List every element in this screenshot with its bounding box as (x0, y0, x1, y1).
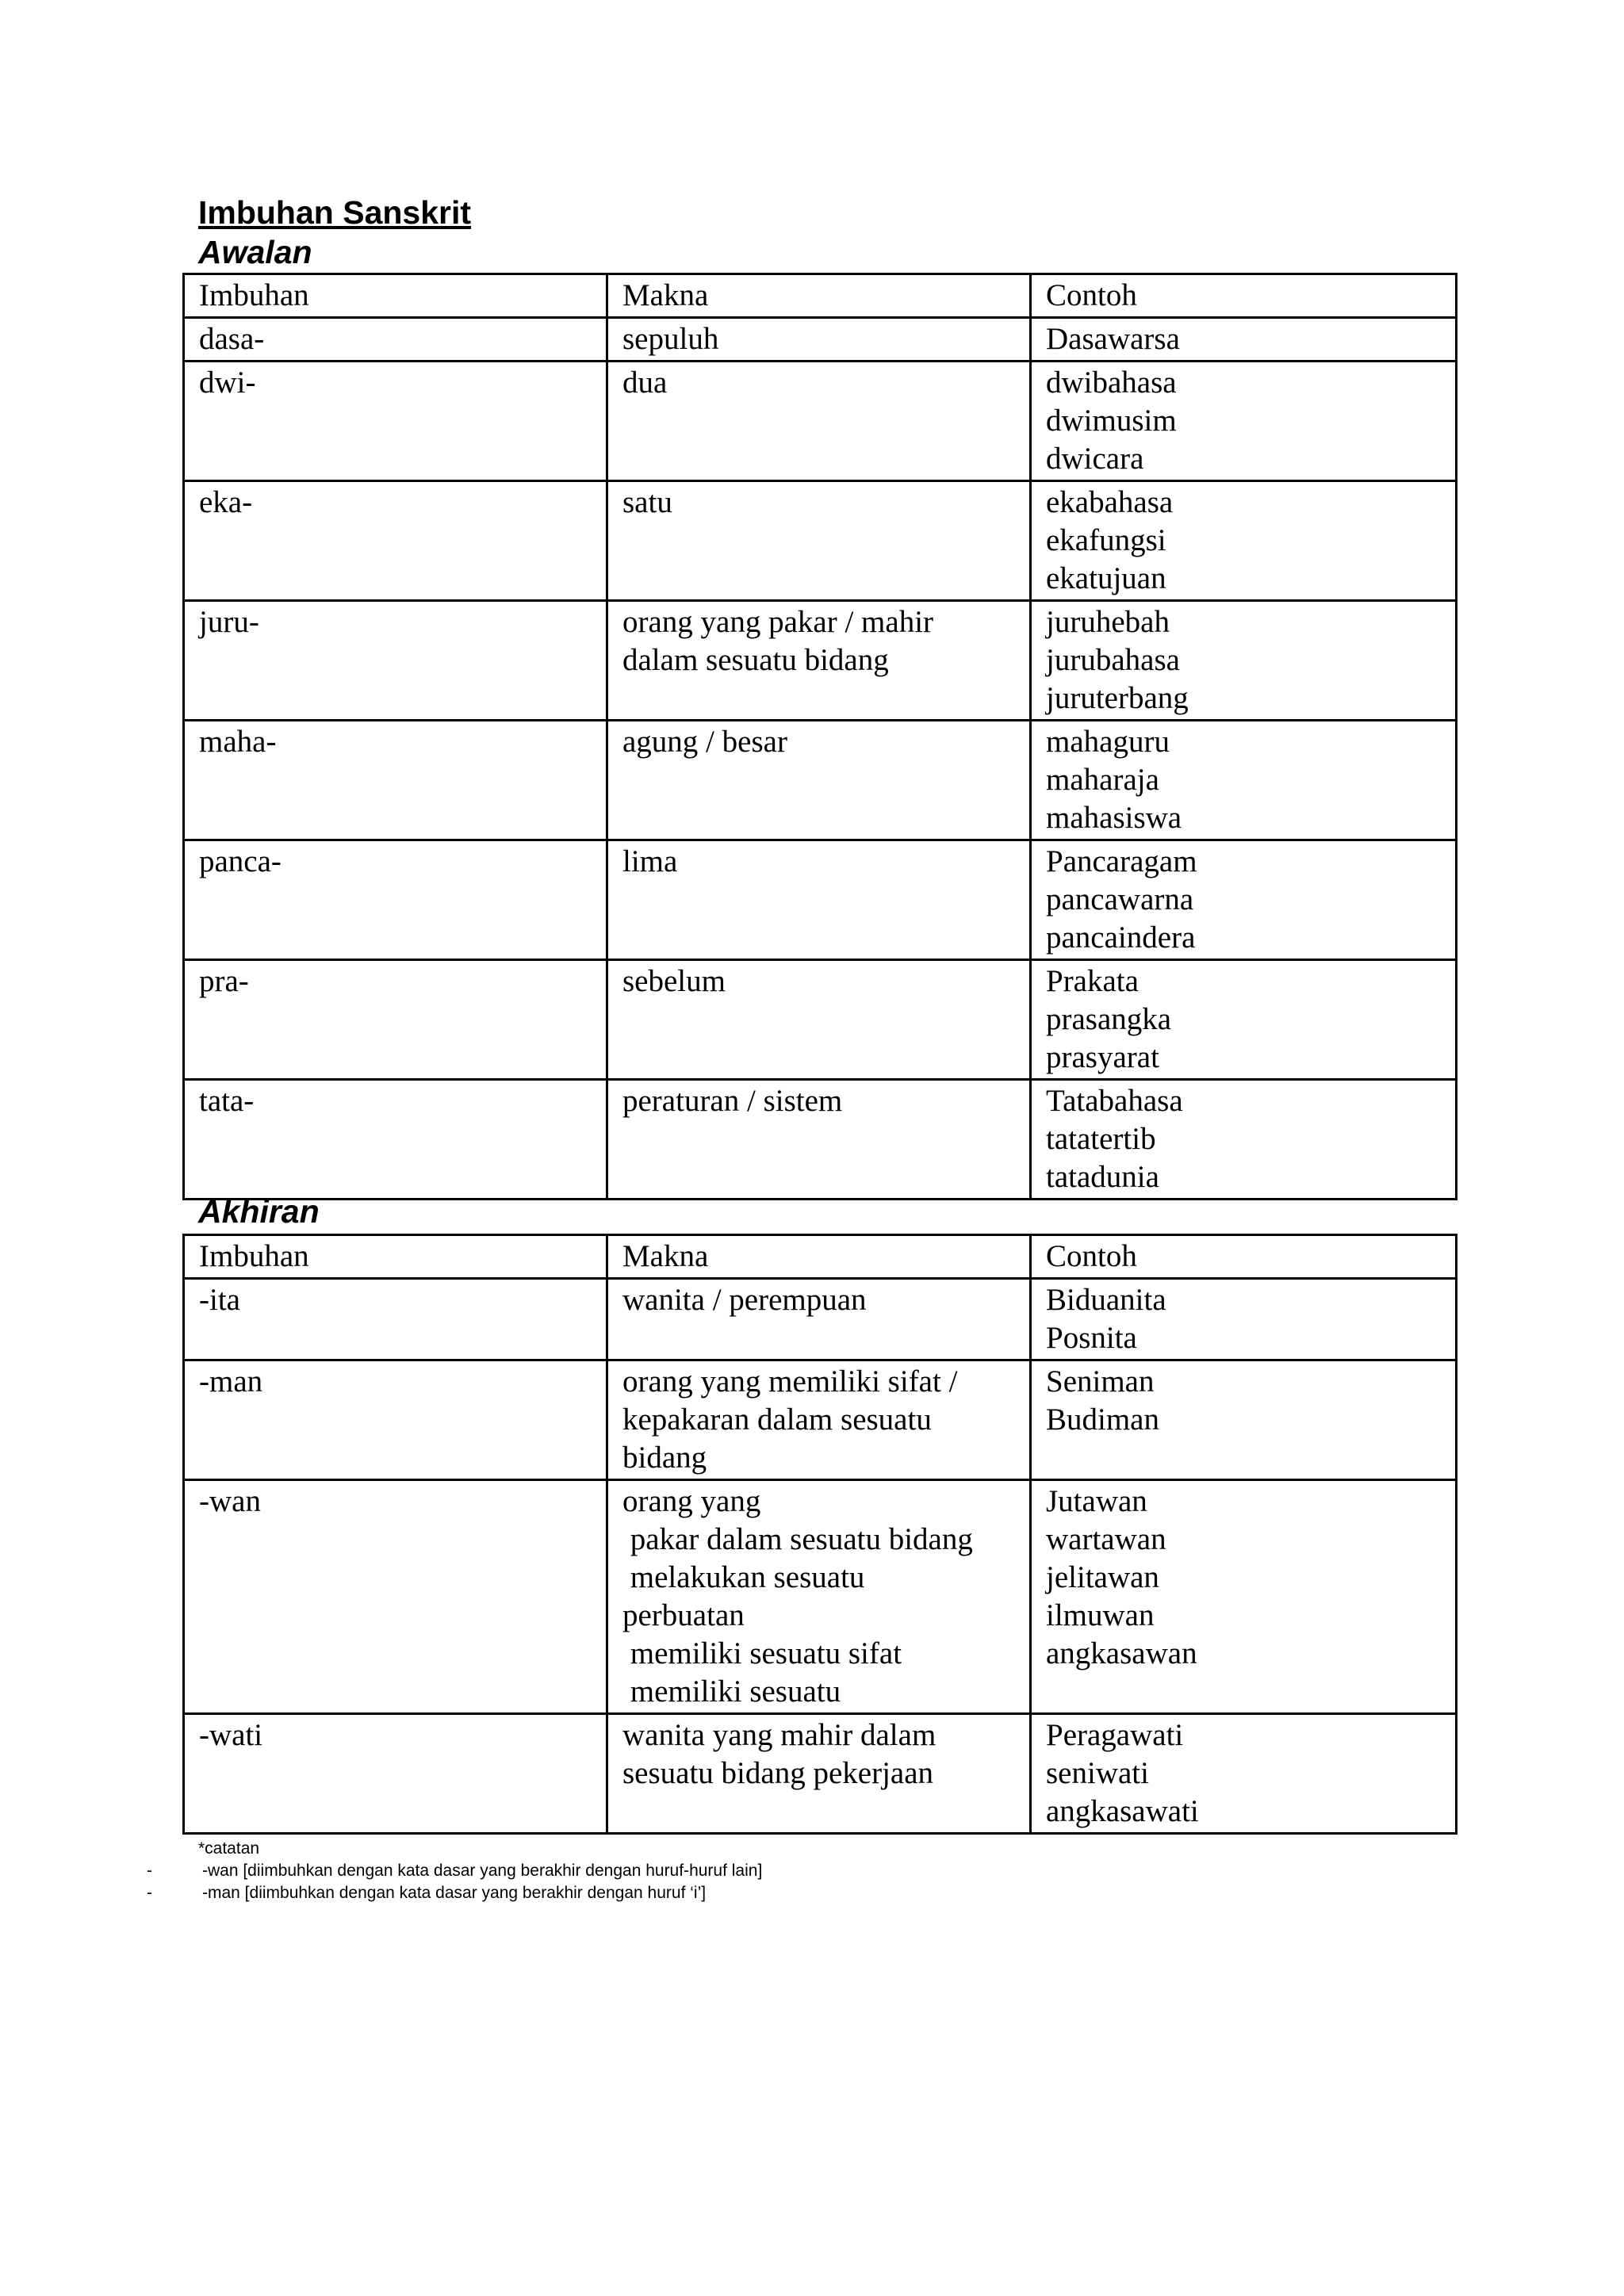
contoh-line: mahasiswa (1046, 801, 1182, 835)
notes-title: *catatan (198, 1839, 260, 1858)
table-row (184, 960, 1457, 1080)
cell-makna (607, 960, 1031, 1080)
header-imbuhan: Imbuhan (184, 1235, 607, 1279)
contoh-line: Budiman (1046, 1402, 1159, 1437)
contoh-line: prasyarat (1046, 1040, 1159, 1074)
imbuhan-line: dwi- (199, 365, 256, 400)
page-title: Imbuhan Sanskrit (198, 194, 472, 231)
header-imbuhan: Imbuhan (184, 274, 607, 318)
contoh-line: dwicara (1046, 442, 1144, 476)
table-row (184, 601, 1457, 721)
contoh-line: tatadunia (1046, 1160, 1159, 1194)
contoh-line: ekabahasa (1046, 485, 1174, 519)
table-row (184, 318, 1457, 362)
imbuhan-line: -man (199, 1364, 263, 1399)
contoh-line: angkasawati (1046, 1794, 1199, 1828)
note-item (147, 1860, 762, 1882)
cell-contoh (1031, 1480, 1457, 1714)
contoh-line: Seniman (1046, 1364, 1155, 1399)
table-header-row (184, 1235, 1457, 1279)
cell-contoh (1031, 960, 1457, 1080)
note-bullet: - (147, 1884, 152, 1902)
makna-line: melakukan sesuatu (622, 1560, 865, 1594)
contoh-line: dwibahasa (1046, 365, 1177, 400)
contoh-line: tatatertib (1046, 1122, 1156, 1156)
imbuhan-line: -wati (199, 1718, 263, 1752)
contoh-line: mahaguru (1046, 725, 1170, 759)
makna-line: orang yang (622, 1484, 761, 1518)
header-contoh: Contoh (1031, 1235, 1457, 1279)
table-row (184, 362, 1457, 481)
header-makna: Makna (607, 274, 1031, 318)
table-row (184, 1279, 1457, 1360)
contoh-line: prasangka (1046, 1002, 1172, 1036)
makna-line: orang yang pakar / mahir (622, 605, 934, 639)
contoh-line: wartawan (1046, 1522, 1166, 1556)
akhiran-table-body (184, 1235, 1457, 1834)
note-text: -wan [diimbuhkan dengan kata dasar yang berakhir dengan huruf-huruf lain] (202, 1862, 763, 1880)
cell-imbuhan (184, 1080, 607, 1200)
cell-contoh (1031, 1279, 1457, 1360)
makna-line: perbuatan (622, 1598, 745, 1632)
contoh-line: Pancaragam (1046, 844, 1197, 878)
makna-line: kepakaran dalam sesuatu (622, 1402, 932, 1437)
note-text: -man [diimbuhkan dengan kata dasar yang berakhir dengan huruf ‘i’] (202, 1884, 707, 1902)
cell-contoh (1031, 1714, 1457, 1834)
imbuhan-line: tata- (199, 1084, 255, 1118)
table-row (184, 1714, 1457, 1834)
contoh-line: Posnita (1046, 1321, 1137, 1355)
cell-contoh (1031, 721, 1457, 840)
makna-line: dua (622, 365, 668, 400)
table-row (184, 840, 1457, 960)
table-row (184, 1480, 1457, 1714)
makna-line: satu (622, 485, 672, 519)
makna-line: wanita / perempuan (622, 1283, 867, 1317)
contoh-line: Biduanita (1046, 1283, 1166, 1317)
cell-imbuhan (184, 362, 607, 481)
makna-line: peraturan / sistem (622, 1084, 843, 1118)
cell-contoh (1031, 840, 1457, 960)
makna-line: bidang (622, 1441, 707, 1475)
header-contoh: Contoh (1031, 274, 1457, 318)
contoh-line: maharaja (1046, 763, 1159, 797)
akhiran-table (182, 1234, 1457, 1835)
table-header-row (184, 274, 1457, 318)
contoh-line: ekatujuan (1046, 561, 1166, 595)
contoh-line: jelitawan (1046, 1560, 1159, 1594)
cell-contoh (1031, 1080, 1457, 1200)
cell-imbuhan (184, 601, 607, 721)
table-row (184, 1080, 1457, 1200)
contoh-line: seniwati (1046, 1756, 1149, 1790)
cell-imbuhan (184, 840, 607, 960)
cell-imbuhan (184, 721, 607, 840)
cell-makna (607, 481, 1031, 601)
table-row (184, 1360, 1457, 1480)
cell-makna (607, 1080, 1031, 1200)
cell-imbuhan (184, 1279, 607, 1360)
awalan-table-body (184, 274, 1457, 1200)
cell-makna (607, 840, 1031, 960)
note-bullet: - (147, 1862, 152, 1880)
akhiran-heading: Akhiran (198, 1193, 320, 1230)
contoh-line: ekafungsi (1046, 523, 1166, 557)
imbuhan-line: -wan (199, 1484, 261, 1518)
cell-contoh (1031, 481, 1457, 601)
cell-contoh (1031, 362, 1457, 481)
contoh-line: pancaindera (1046, 920, 1196, 955)
imbuhan-line: dasa- (199, 322, 265, 356)
cell-contoh (1031, 1360, 1457, 1480)
awalan-heading: Awalan (198, 234, 312, 270)
cell-imbuhan (184, 318, 607, 362)
awalan-table (182, 273, 1457, 1200)
makna-line: sepuluh (622, 322, 719, 356)
cell-makna (607, 721, 1031, 840)
makna-line: agung / besar (622, 725, 787, 759)
imbuhan-line: juru- (199, 605, 259, 639)
makna-line: pakar dalam sesuatu bidang (622, 1522, 973, 1556)
contoh-line: Jutawan (1046, 1484, 1147, 1518)
notes (147, 1838, 762, 1904)
contoh-line: Peragawati (1046, 1718, 1184, 1752)
cell-makna (607, 318, 1031, 362)
imbuhan-line: maha- (199, 725, 277, 759)
contoh-line: angkasawan (1046, 1636, 1197, 1670)
cell-makna (607, 362, 1031, 481)
contoh-line: juruterbang (1046, 681, 1189, 715)
note-item (147, 1882, 762, 1904)
makna-line: orang yang memiliki sifat / (622, 1364, 958, 1399)
cell-imbuhan (184, 1714, 607, 1834)
makna-line: sebelum (622, 964, 726, 998)
imbuhan-line: eka- (199, 485, 253, 519)
imbuhan-line: -ita (199, 1283, 240, 1317)
contoh-line: ilmuwan (1046, 1598, 1155, 1632)
imbuhan-line: pra- (199, 964, 249, 998)
contoh-line: Prakata (1046, 964, 1139, 998)
imbuhan-line: panca- (199, 844, 282, 878)
makna-line: memiliki sesuatu sifat (622, 1636, 902, 1670)
header-makna: Makna (607, 1235, 1031, 1279)
contoh-line: jurubahasa (1046, 643, 1180, 677)
table-row (184, 481, 1457, 601)
contoh-line: pancawarna (1046, 882, 1194, 916)
makna-line: sesuatu bidang pekerjaan (622, 1756, 934, 1790)
makna-line: lima (622, 844, 678, 878)
contoh-line: dwimusim (1046, 404, 1177, 438)
makna-line: memiliki sesuatu (622, 1674, 841, 1709)
cell-imbuhan (184, 1480, 607, 1714)
table-row (184, 721, 1457, 840)
cell-imbuhan (184, 481, 607, 601)
cell-makna (607, 1279, 1031, 1360)
cell-imbuhan (184, 960, 607, 1080)
cell-imbuhan (184, 1360, 607, 1480)
cell-contoh (1031, 601, 1457, 721)
cell-makna (607, 1480, 1031, 1714)
makna-line: wanita yang mahir dalam (622, 1718, 936, 1752)
makna-line: dalam sesuatu bidang (622, 643, 889, 677)
contoh-line: Tatabahasa (1046, 1084, 1183, 1118)
contoh-line: juruhebah (1046, 605, 1170, 639)
contoh-line: Dasawarsa (1046, 322, 1180, 356)
cell-makna (607, 1360, 1031, 1480)
cell-contoh (1031, 318, 1457, 362)
cell-makna (607, 1714, 1031, 1834)
cell-makna (607, 601, 1031, 721)
